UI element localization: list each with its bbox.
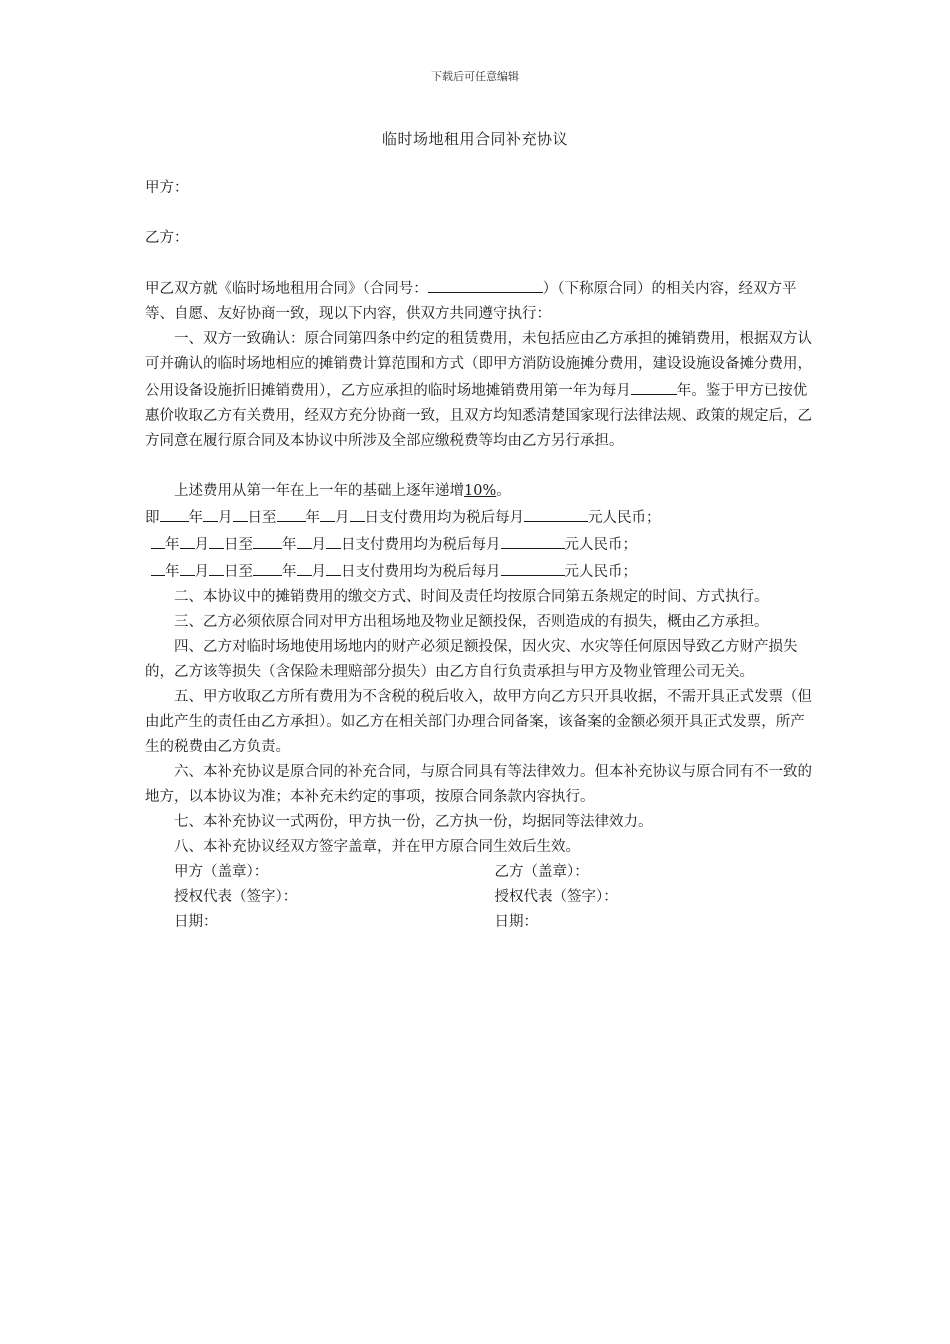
clause-1-text-1: 一、双方一致确认：原合同第四条中约定的租赁费用，未包括应由乙方承担的摊销费用，根据双方认可并确认的临时场地相应的摊销费计算范围和方式（即甲方消防设施摊分费用，建设设施设备摊分费用，公用设备设施折旧摊销费用），乙方应承担的临时场地摊销费用第一年为每月 [145, 331, 812, 399]
party-b-label: 乙方： [145, 230, 189, 246]
clause-1 [145, 327, 815, 454]
month-blank [297, 558, 312, 576]
day-to-label: 日至 [247, 510, 277, 526]
increase-rate: 10% [464, 483, 497, 499]
year-label: 年 [188, 510, 203, 526]
increase-end: 。 [496, 483, 511, 499]
clause-7: 七、本补充协议一式两份，甲方执一份，乙方执一份，均据同等法律效力。 [174, 814, 653, 830]
amount-blank [524, 504, 588, 522]
year-label: 年 [165, 537, 180, 553]
month-blank [320, 504, 335, 522]
increase-text: 上述费用从第一年在上一年的基础上逐年递增 [174, 483, 464, 499]
agreement-body [145, 275, 815, 935]
payment-line-1 [145, 504, 815, 531]
day-to-label: 日至 [224, 564, 253, 580]
month-label: 月 [194, 564, 209, 580]
payment-tail: 日支付费用均为税后每月 [341, 537, 501, 553]
clause-6: 六、本补充协议是原合同的补充合同，与原合同具有等法律效力。但本补充协议与原合同有不一致的地方，以本协议为准；本补充未约定的事项，按原合同条款内容执行。 [145, 764, 812, 805]
month-blank [297, 531, 312, 549]
party-b-seal-label: 乙方（盖章）： [494, 864, 589, 880]
clause-4: 四、乙方对临时场地使用场地内的财产必须足额投保，因火灾、水灾等任何原因导致乙方财产损失的，乙方该等损失（含保险未理赔部分损失）由乙方自行负责承担与甲方及物业管理公司无关。 [145, 639, 798, 680]
month-label: 月 [218, 510, 233, 526]
day-blank [209, 531, 224, 549]
month-label: 月 [335, 510, 350, 526]
day-to-label: 日至 [224, 537, 253, 553]
payment-line-2 [145, 531, 815, 558]
month-label: 月 [311, 537, 326, 553]
day-blank [233, 504, 248, 522]
contract-number-blank [428, 275, 543, 293]
year-blank [253, 531, 282, 549]
payment-prefix: 即 [145, 510, 160, 526]
party-a-line [145, 176, 815, 201]
payment-tail: 日支付费用均为税后每月 [364, 510, 524, 526]
month-label: 月 [311, 564, 326, 580]
day-blank [326, 531, 341, 549]
clause-5: 五、甲方收取乙方所有费用为不含税的税后收入，故甲方向乙方只开具收据，不需开具正式发票（但由此产生的责任由乙方承担）。如乙方在相关部门办理合同备案，该备案的金额必须开具正式发票，所产生的税费由乙方负责。 [145, 689, 812, 755]
year-blank [253, 558, 282, 576]
year-blank [151, 558, 165, 576]
year-label: 年 [165, 564, 180, 580]
year-label: 年 [305, 510, 320, 526]
clause-1-text-2: 年。鉴于甲方已按优惠价收取乙方有关费用，经双方充分协商一致，且双方均知悉清楚国家现行法律法规、政策的规定后，乙方同意在履行原合同及本协议中所涉及全部应缴税费等均由乙方另行承担。 [145, 383, 812, 449]
header-note: 下载后可任意编辑 [431, 70, 519, 83]
year-blank [160, 504, 189, 522]
month-blank [180, 531, 195, 549]
signature-seal-row [145, 860, 815, 885]
day-blank [350, 504, 365, 522]
party-b-line [145, 226, 815, 251]
month-blank [180, 558, 195, 576]
year-blank [277, 504, 306, 522]
increase-paragraph [145, 479, 815, 504]
intro-text-2: ）（下称原合同）的相关内容，经双方平等、自愿、友好协商一致，现以下内容，供双方共同遵守执行： [145, 281, 797, 322]
currency-unit: 元人民币； [564, 564, 637, 580]
intro-text-1: 甲乙双方就《临时场地租用合同》（合同号： [145, 281, 428, 297]
amount-blank [501, 531, 565, 549]
party-a-label: 甲方： [145, 180, 189, 196]
payment-line-3 [145, 558, 815, 585]
month-label: 月 [194, 537, 209, 553]
clause-2: 二、本协议中的摊销费用的缴交方式、时间及责任均按原合同第五条规定的时间、方式执行。 [174, 589, 769, 605]
currency-unit: 元人民币； [564, 537, 637, 553]
year-blank [151, 531, 165, 549]
signature-date-row [145, 910, 815, 935]
party-b-date-label: 日期： [494, 914, 538, 930]
document-title: 临时场地租用合同补充协议 [381, 130, 568, 148]
party-a-seal-label: 甲方（盖章）： [174, 864, 269, 880]
day-blank [209, 558, 224, 576]
day-blank [326, 558, 341, 576]
clause-8: 八、本补充协议经双方签字盖章，并在甲方原合同生效后生效。 [174, 839, 580, 855]
party-a-rep-label: 授权代表（签字）： [174, 889, 298, 905]
payment-tail: 日支付费用均为税后每月 [341, 564, 501, 580]
year-label: 年 [282, 564, 297, 580]
year-label: 年 [282, 537, 297, 553]
clause-3: 三、乙方必须依原合同对甲方出租场地及物业足额投保，否则造成的有损失，概由乙方承担。 [174, 614, 769, 630]
party-b-rep-label: 授权代表（签字）： [494, 889, 618, 905]
monthly-fee-blank [631, 377, 677, 395]
amount-blank [501, 558, 565, 576]
party-a-date-label: 日期： [174, 914, 218, 930]
signature-rep-row [145, 885, 815, 910]
intro-paragraph [145, 275, 815, 327]
paragraph-gap [145, 454, 815, 479]
month-blank [203, 504, 218, 522]
currency-unit: 元人民币； [588, 510, 661, 526]
